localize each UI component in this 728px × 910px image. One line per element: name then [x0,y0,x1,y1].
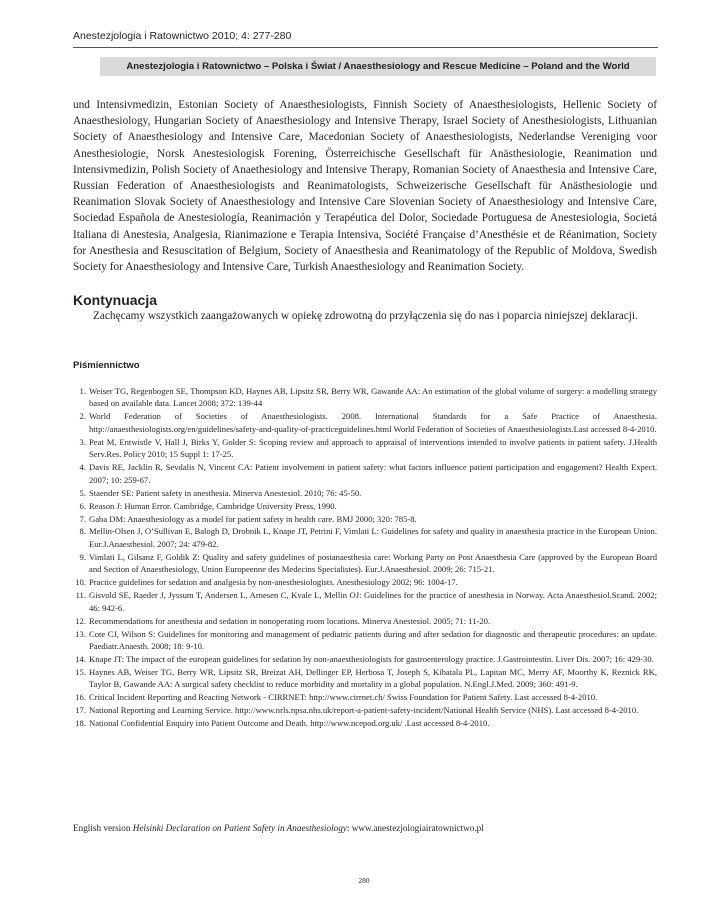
intro-paragraph: und Intensivmedizin, Estonian Society of Anaesthesiologists, Finnish Society of Anaesthesiologists, Hellenic Society of Anaesthesiology, Hungarian Society of Anaesthesiology and Intensive Therapy, Israel Society of Anesthesiologists, Lithuanian Society of Anaesthesiology and Intensive Care, Macedonian Society of Anaesthesiologists, Nederlandse Vereniging voor Anesthesiologie, Norsk Anestesiologisk Forening, Österreichische Gesellschaft für Anästhesiologie, Reanimation und Intensivmedizin, Polish Society of Anaethesiology and Intensive Therapy, Romanian Society of Anaesthesia and Intensive Care, Russian Federation of Anaesthesiologists and Reanimatologists, Schweizerische Gesellschaft für Anästhesiologie und Reanimation Slovak Society of Anaesthesiology and Intensive Care Slovenian Society of Anaesthesiology and Intensive Care, Sociedad Española de Anestesiología, Reanimación y Terapéutica del Dolor, Sociedade Portuguesa de Anestesiologia, Societá Italiana di Anestesia, Analgesia, Rianimazione e Terapia Intensiva, Société Française d’Anesthésie et de Réanimation, Society for Anesthesia and Resuscitation of Belgium, Society of Anaesthesia and Reanimatology of the Republic of Moldova, Swedish Society for Anaesthesiology and Intensive Care, Turkish Anaesthesiology and Reanimation Society. [73,99,657,274]
reference-number: 17. [75,705,86,716]
reference-text: Peat M, Entwistle V, Hall J, Birks Y, Golder S: Scoping review and approach to appraisal of interventions intended to involve patients in patient safety. J.Health Serv.Res. Policy 2010; 15 Suppl 1: 17-25. [89,436,657,460]
reference-number: 9. [79,551,86,562]
reference-number: 12. [75,615,86,626]
reference-number: 11. [75,590,86,601]
reference-number: 8. [79,526,86,537]
reference-number: 7. [79,513,86,524]
reference-item [73,717,657,729]
reference-text: Reason J: Human Error. Cambridge, Cambridge University Press, 1990. [89,500,337,511]
reference-text: Practice guidelines for sedation and analgesia by non-anesthesiologists. Anesthesiology 2002; 96: 1004-17. [89,577,458,588]
reference-item [73,551,657,576]
reference-number: 10. [75,577,86,588]
reference-item [73,525,657,550]
reference-number: 15. [75,666,86,677]
reference-number: 1. [79,386,86,396]
reference-item [73,666,657,691]
reference-text: Cote CJ, Wilson S: Guidelines for monitoring and management of pediatric patients during and after sedation for diagnostic and therapeutic procedures: an update. Paediatr.Anaesth. 2008; 18: 9-10. [89,628,657,652]
reference-item [73,487,657,499]
reference-number: 13. [75,628,86,639]
section-title-continuation: Kontynuacja [73,292,158,308]
english-version-prefix: English version [73,823,133,833]
running-head: Anestezjologia i Ratownictwo 2010; 4: 277-280 [73,30,292,42]
reference-text: World Federation of Societies of Anaesthesiologists. 2008. International Standards for a Safe Practice of Anaesthesia. http://anaesthesiologists.org/en/guidelines/safety-and-quality-of-practiceguidelines.html World Federation of Societies of Anaesthesiologists.Last accessed 8-4-2010. [89,411,657,434]
reference-number: 3. [79,436,86,447]
reference-text: Gaba DM: Anaesthesiology as a model for patient safety in health care. BMJ 2000; 320: 785-8. [89,513,417,524]
reference-text: National Confidential Enquiry into Patient Outcome and Death. http://www.ncepod.org.uk/ .Last accessed 8-4-2010. [89,718,490,729]
reference-text: Gisvold SE, Raeder J, Jyssum T, Andersen L, Arnesen C, Kvale L, Mellin OJ: Guidelines for the practice of anesthesia in Norway. Acta Anaesthesiol.Scand. 2002; 46: 942-6. [89,590,657,613]
reference-text: Mellin-Olsen J, O’Sullivan E, Balogh D, Drobnik L, Knape JT, Petrini F, Vimlati L: Guidelines for safety and quality in anaesthesia practice in the European Union. Eur.J.Anaesthesiol. 2007; 24: 479-82. [89,526,657,549]
reference-text: Weiser TG, Regenbogen SE, Thompson KD, Haynes AB, Lipsitz SR, Berry WR, Gawande AA: An estimation of the global volume of surgery: a modelling strategy based on available data. Lancet 2008; 372: 139-44 [89,386,657,409]
reference-number: 18. [75,718,86,729]
reference-number: 5. [79,487,86,498]
reference-item [73,615,657,627]
reference-item [73,500,657,512]
reference-item [73,628,657,653]
reference-item [73,653,657,665]
reference-item [73,691,657,703]
reference-item [73,436,657,461]
reference-item [73,576,657,588]
reference-list [73,385,657,730]
reference-item [73,461,657,486]
reference-text: Recommendations for anesthesia and sedation in nonoperating room locations. Minerva Anestesiol. 2005; 71: 11-20. [89,615,491,626]
header-rule [73,47,658,48]
reference-text: Haynes AB, Weiser TG, Berry WR, Lipsitz SR, Breizat AH, Dellinger EP, Herbosa T, Joseph S, Kibatala PL, Lapitan MC, Merry AF, Moorthy K, Reznick RK, Taylor B, Gawande AA: A surgical safety checklist to reduce morbidity and mortality in a global population. N.Engl.J.Med. 2009; 360: 491-9. [89,666,657,690]
reference-item [73,513,657,525]
reference-item [73,704,657,716]
reference-number: 4. [79,462,86,473]
reference-item [73,410,657,435]
english-version-url: : www.anestezjologiairatownictwo.pl [346,823,484,833]
page-number: 280 [358,876,370,885]
english-version-title: Helsinki Declaration on Patient Safety in Anaesthesiology [132,823,347,833]
reference-number: 14. [75,654,86,665]
reference-text: Davis RE, Jacklin R, Sevdalis N, Vincent CA: Patient involvement in patient safety: what factors influence patient participation and engagement? Health Expect. 2007; 10: 259-67. [89,462,657,485]
journal-banner: Anestezjologia i Ratownictwo – Polska i Świat / Anaesthesiology and Rescue Medicine – Poland and the World [100,57,656,76]
reference-text: Critical Incident Reporting and Reacting Network - CIRRNET: http://www.cirrnet.ch/ Swiss Foundation for Patient Safety. Last accessed 8-4-2010. [89,692,598,703]
reference-item [73,589,657,614]
continuation-paragraph: Zachęcamy wszystkich zaangażowanych w opiekę zdrowotną do przyłączenia się do nas i poparcia niniejszej deklaracji. [93,310,638,322]
reference-item [73,385,657,410]
reference-text: National Reporting and Learning Service. http://www.nrls.npsa.nhs.uk/report-a-patient-safety-incident/National Health Service (NHS). Last accessed 8-4-2010. [89,705,639,716]
reference-text: Staender SE: Patient safety in anesthesia. Minerva Anestesiol. 2010; 76: 45-50. [89,487,362,498]
reference-text: Vimlati L, Gilsanz F, Goldik Z: Quality and safety guidelines of postanaesthesia care: Working Party on Post Anaesthesia Care (approved by the European Board and Section of Anaesthesiology, Union Europeenne des Medecins Specialistes). Eur.J.Anaesthesiol. 2009; 26: 715-21. [89,551,657,575]
reference-number: 16. [75,692,86,703]
reference-text: Knape JT: The impact of the european guidelines for sedation by non-anaesthesiologists for gastroenterology practice. J.Gastrointestin. Liver Dis. 2007; 16: 429-30. [89,654,654,665]
reference-number: 6. [79,500,86,511]
english-version-note [73,823,484,833]
reference-number: 2. [79,411,86,422]
bibliography-title: Piśmiennictwo [73,360,140,371]
